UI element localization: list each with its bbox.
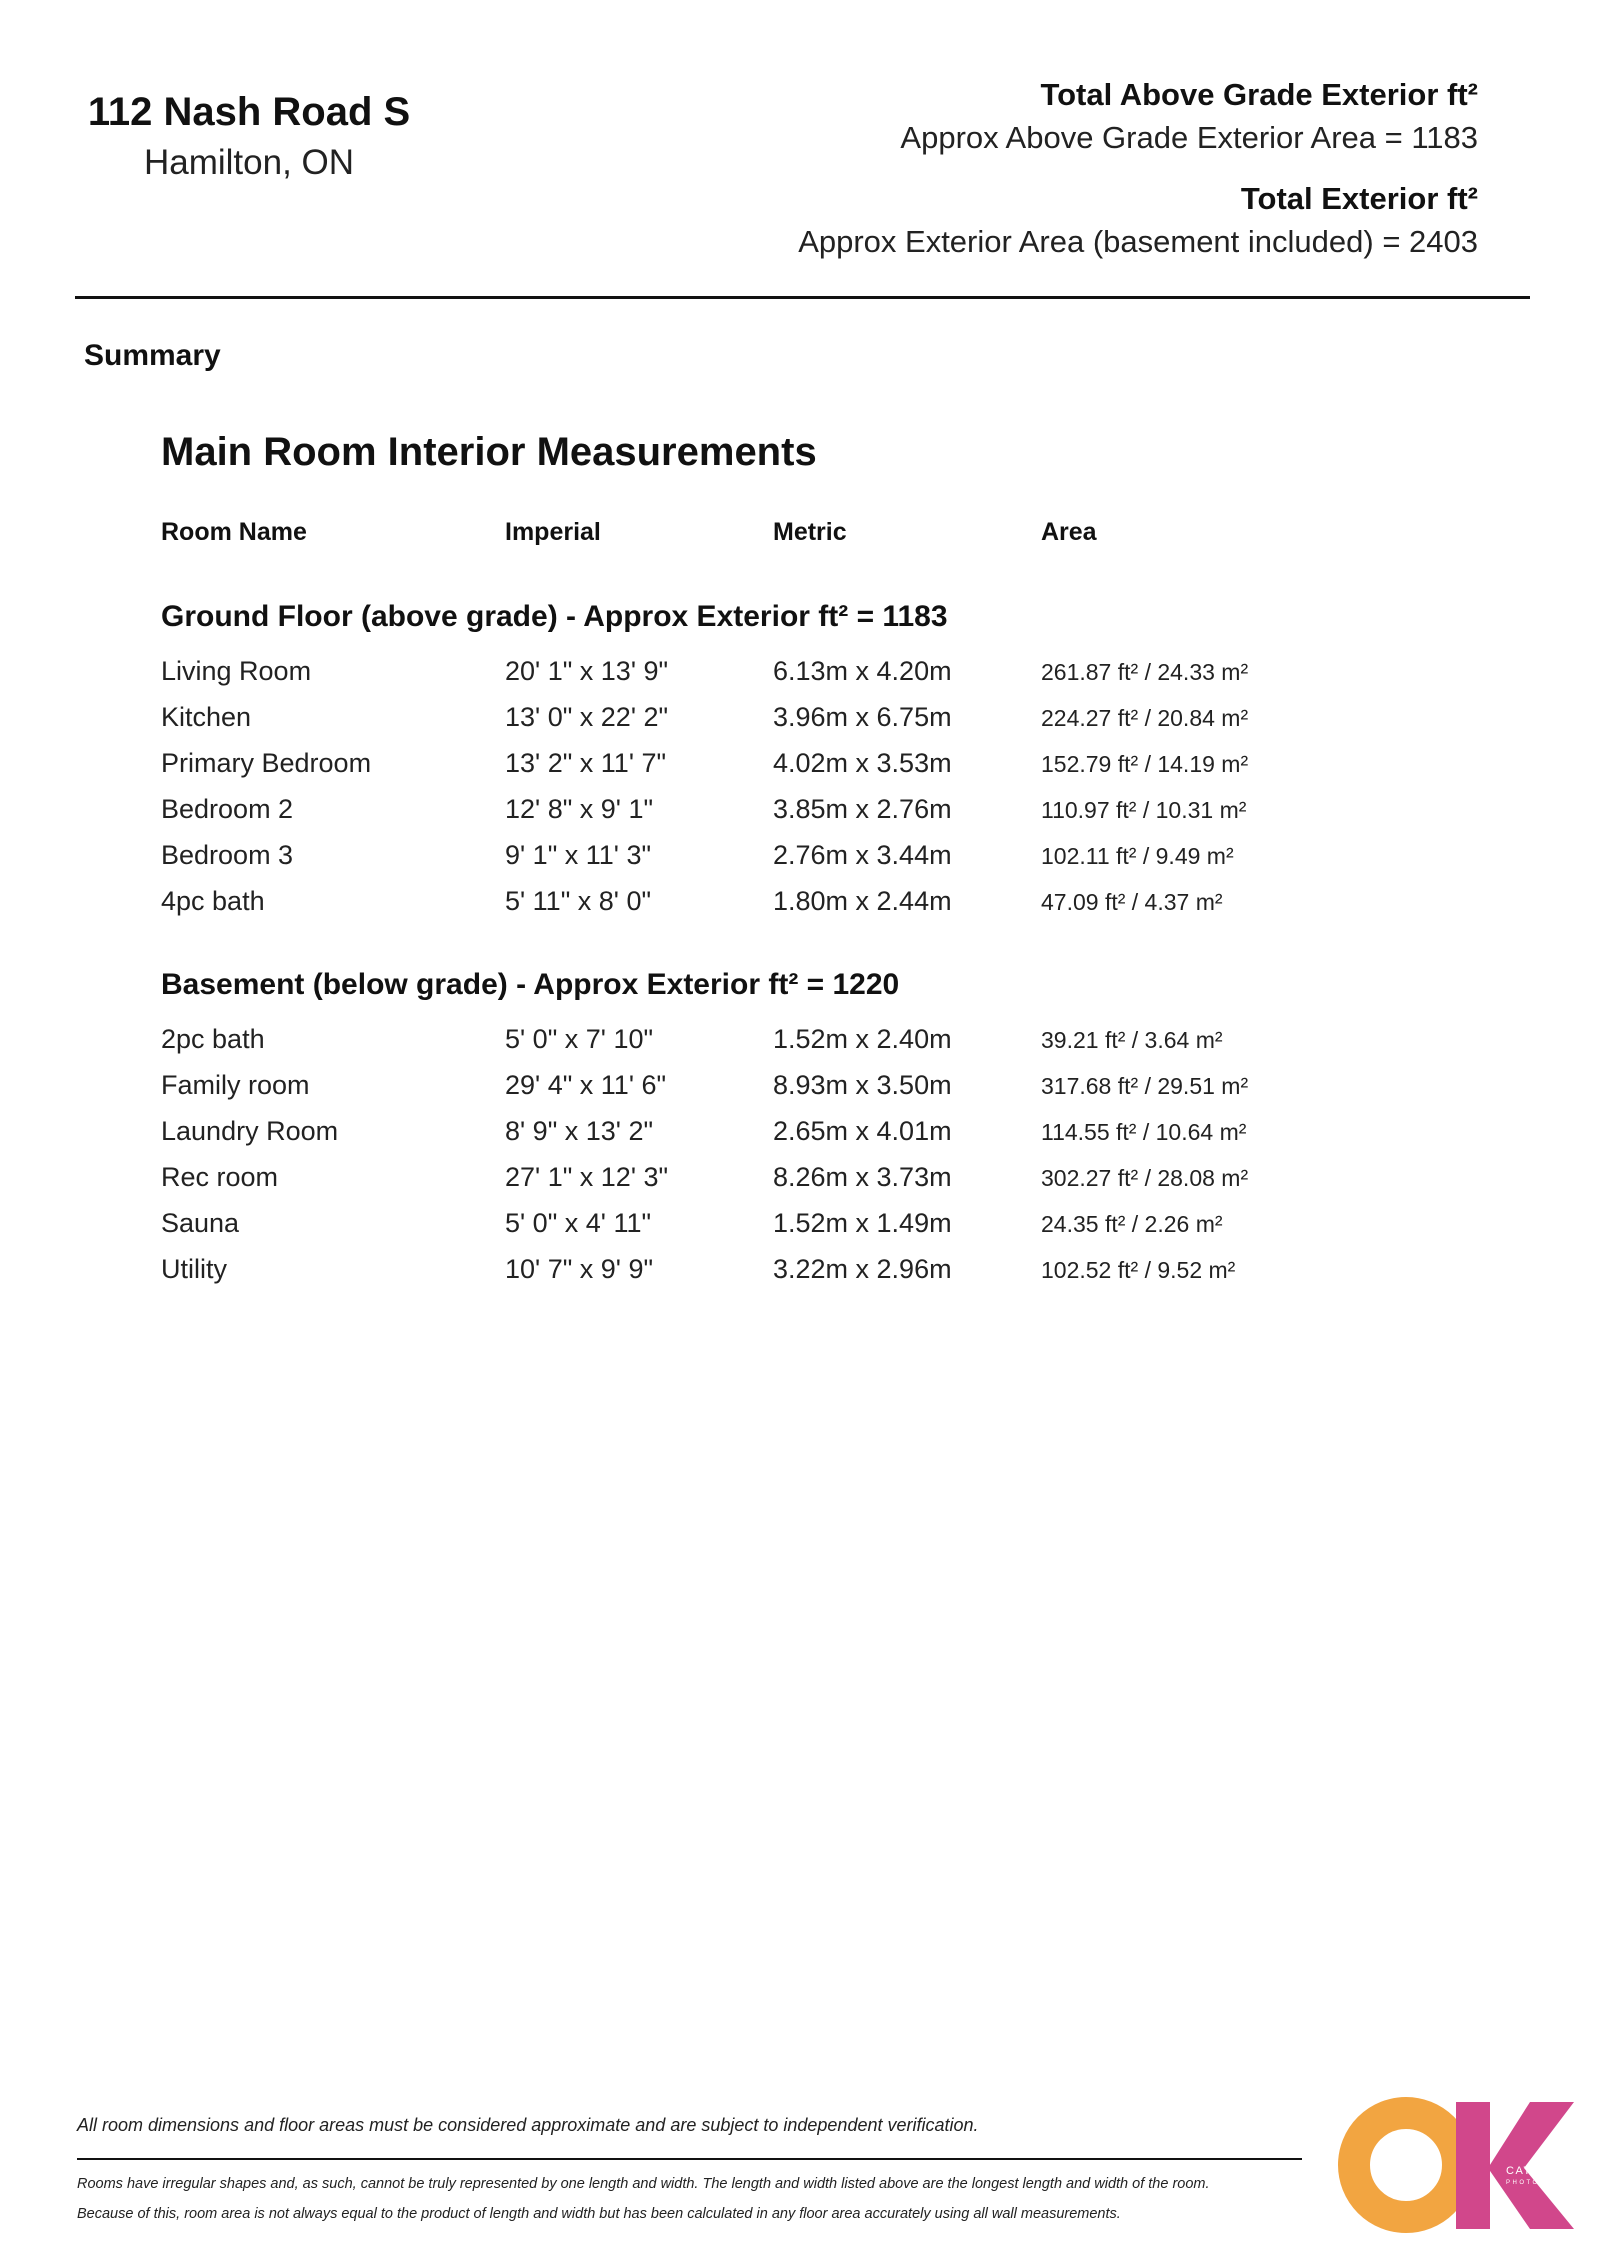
cathy-koop-logo <box>1338 2098 1593 2233</box>
table-row <box>0 1116 1600 1160</box>
room-imperial: 5' 0" x 4' 11" <box>505 1208 652 1238</box>
room-name: Bedroom 3 <box>161 840 294 870</box>
room-metric: 1.52m x 1.49m <box>773 1208 952 1238</box>
room-name: Primary Bedroom <box>161 748 372 778</box>
exterior-totals <box>798 74 1478 264</box>
room-metric: 2.76m x 3.44m <box>773 840 952 870</box>
room-area: 152.79 ft² / 14.19 m² <box>1041 751 1249 777</box>
footer-note-line-1: Rooms have irregular shapes and, as such, cannot be truly represented by one length and width. The length and width listed above are the longest length and width of the room. <box>77 2176 1210 2192</box>
room-area: 39.21 ft² / 3.64 m² <box>1041 1027 1223 1053</box>
room-area: 114.55 ft² / 10.64 m² <box>1041 1119 1247 1145</box>
room-area: 102.52 ft² / 9.52 m² <box>1041 1257 1236 1283</box>
room-area: 224.27 ft² / 20.84 m² <box>1041 705 1249 731</box>
room-name: Rec room <box>161 1162 279 1192</box>
above-grade-heading: Total Above Grade Exterior ft² <box>1040 77 1478 112</box>
room-name: Living Room <box>161 656 312 686</box>
room-area: 317.68 ft² / 29.51 m² <box>1041 1073 1249 1099</box>
total-exterior-value: Approx Exterior Area (basement included) = 2403 <box>798 224 1478 259</box>
room-imperial: 12' 8" x 9' 1" <box>505 794 654 824</box>
room-imperial: 13' 0" x 22' 2" <box>505 702 669 732</box>
room-name: Laundry Room <box>161 1116 339 1146</box>
room-imperial: 29' 4" x 11' 6" <box>505 1070 667 1100</box>
room-imperial: 20' 1" x 13' 9" <box>505 656 669 686</box>
room-imperial: 10' 7" x 9' 9" <box>505 1254 654 1284</box>
room-name: Bedroom 2 <box>161 794 294 824</box>
room-name: Utility <box>161 1254 227 1284</box>
room-name: Kitchen <box>161 702 252 732</box>
total-exterior-heading: Total Exterior ft² <box>1240 181 1478 216</box>
room-imperial: 5' 11" x 8' 0" <box>505 886 652 916</box>
summary-label: Summary <box>84 339 221 372</box>
room-metric: 8.93m x 3.50m <box>773 1070 952 1100</box>
table-row <box>0 1024 1600 1068</box>
room-name: 2pc bath <box>161 1024 265 1054</box>
room-metric: 1.80m x 2.44m <box>773 886 952 916</box>
table-row <box>0 656 1600 700</box>
room-metric: 2.65m x 4.01m <box>773 1116 952 1146</box>
room-metric: 4.02m x 3.53m <box>773 748 952 778</box>
header-divider <box>75 296 1530 299</box>
room-metric: 3.96m x 6.75m <box>773 702 952 732</box>
room-name: 4pc bath <box>161 886 265 916</box>
section-title-ground-floor: Ground Floor (above grade) - Approx Exterior ft² = 1183 <box>161 600 948 633</box>
footer-note-line-2: Because of this, room area is not always equal to the product of length and width but has been calculated in any floor area accurately using all wall measurements. <box>77 2206 1121 2222</box>
column-header-metric: Metric <box>773 518 847 546</box>
room-metric: 8.26m x 3.73m <box>773 1162 952 1192</box>
room-imperial: 9' 1" x 11' 3" <box>505 840 652 870</box>
room-metric: 3.85m x 2.76m <box>773 794 952 824</box>
room-area: 261.87 ft² / 24.33 m² <box>1041 659 1249 685</box>
section-title-basement: Basement (below grade) - Approx Exterior ft² = 1220 <box>161 968 900 1001</box>
logo-subtext: PHOTOGRAPHY <box>1506 2180 1581 2186</box>
table-row <box>0 886 1600 930</box>
footer-divider <box>77 2158 1302 2160</box>
disclaimer-text: All room dimensions and floor areas must be considered approximate and are subject to independent verification. <box>77 2115 979 2135</box>
table-row <box>0 1070 1600 1114</box>
room-name: Family room <box>161 1070 310 1100</box>
room-metric: 3.22m x 2.96m <box>773 1254 952 1284</box>
room-imperial: 8' 9" x 13' 2" <box>505 1116 654 1146</box>
table-row <box>0 1208 1600 1252</box>
city-province: Hamilton, ON <box>143 143 355 182</box>
logo-o-shape <box>1354 2113 1458 2217</box>
page-title: Main Room Interior Measurements <box>161 430 817 474</box>
room-metric: 1.52m x 2.40m <box>773 1024 952 1054</box>
room-area: 47.09 ft² / 4.37 m² <box>1041 889 1223 915</box>
above-grade-value: Approx Above Grade Exterior Area = 1183 <box>900 120 1478 155</box>
street-address: 112 Nash Road S <box>87 90 411 134</box>
table-row <box>0 1254 1600 1298</box>
column-header-room-name: Room Name <box>161 518 307 546</box>
table-row <box>0 748 1600 792</box>
table-row <box>0 1162 1600 1206</box>
table-row <box>0 702 1600 746</box>
room-area: 24.35 ft² / 2.26 m² <box>1041 1211 1223 1237</box>
room-metric: 6.13m x 4.20m <box>773 656 952 686</box>
column-header-area: Area <box>1041 518 1097 546</box>
room-area: 110.97 ft² / 10.31 m² <box>1041 797 1247 823</box>
table-row <box>0 794 1600 838</box>
room-area: 302.27 ft² / 28.08 m² <box>1041 1165 1249 1191</box>
room-name: Sauna <box>161 1208 240 1238</box>
property-address <box>84 84 414 186</box>
column-header-imperial: Imperial <box>505 518 601 546</box>
room-imperial: 27' 1" x 12' 3" <box>505 1162 669 1192</box>
table-row <box>0 840 1600 884</box>
room-imperial: 5' 0" x 7' 10" <box>505 1024 654 1054</box>
room-imperial: 13' 2" x 11' 7" <box>505 748 667 778</box>
logo-text: CATHY KOOP <box>1506 2165 1593 2177</box>
room-area: 102.11 ft² / 9.49 m² <box>1041 843 1234 869</box>
